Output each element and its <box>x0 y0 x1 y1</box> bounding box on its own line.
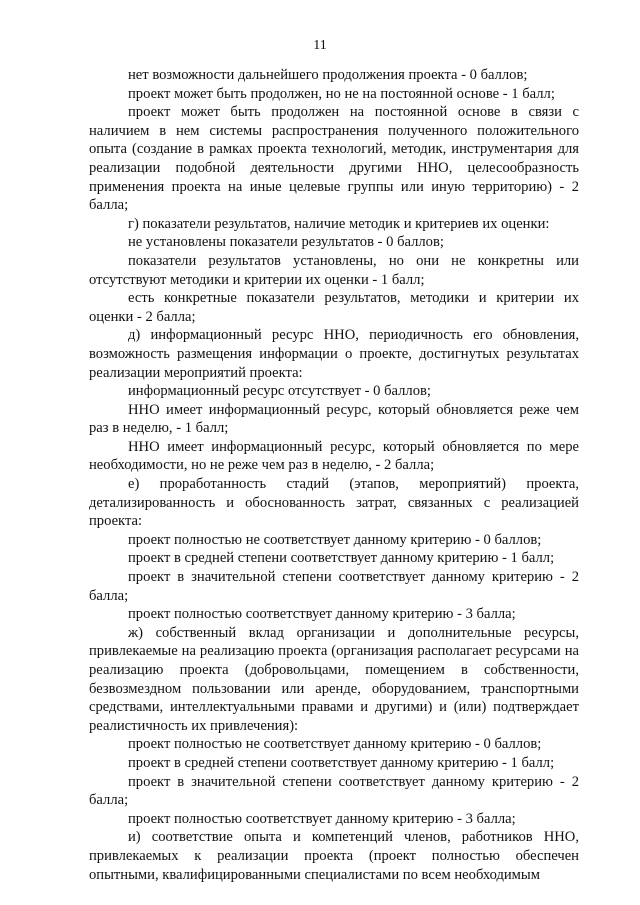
paragraph: проект может быть продолжен на постоянной основе в связи с наличием в нем системы распространения полученного положительного опыта (создание в рамках проекта технологий, методик, инструментария для реализации подобной деятельности другими ННО, целесообразность применения проекта на иные целевые группы или иную территорию) - 2 балла; <box>89 104 579 214</box>
paragraph: проект в значительной степени соответствует данному критерию - 2 балла; <box>89 569 579 604</box>
paragraph: проект может быть продолжен, но не на постоянной основе - 1 балл; <box>128 85 555 102</box>
paragraph: проект полностью соответствует данному критерию - 3 балла; <box>128 810 516 827</box>
paragraph: есть конкретные показатели результатов, методики и критерии их оценки - 2 балла; <box>89 290 579 325</box>
paragraph: проект в средней степени соответствует данному критерию - 1 балл; <box>128 754 555 771</box>
document-body <box>89 66 579 884</box>
page-number: 11 <box>313 38 327 53</box>
paragraph: нет возможности дальнейшего продолжения проекта - 0 баллов; <box>128 67 528 83</box>
paragraph: показатели результатов установлены, но они не конкретны или отсутствуют методики и критерии их оценки - 1 балл; <box>89 252 579 288</box>
paragraph: ж) собственный вклад организации и дополнительные ресурсы, привлекаемые на реализацию проекта (организация располагает ресурсами на реализацию проекта (добровольцами, помещением в собственности, безвозмездном пользовании или аренде, оборудованием, транспортными средствами, интеллектуальными правами и другими) и (или) подтверждает реалистичность их привлечения): <box>89 624 579 734</box>
paragraph: проект полностью не соответствует данному критерию - 0 баллов; <box>128 531 542 548</box>
paragraph: ННО имеет информационный ресурс, который обновляется реже чем раз в неделю, - 1 балл; <box>89 401 579 437</box>
paragraph: проект полностью соответствует данному критерию - 3 балла; <box>128 606 516 623</box>
paragraph: и) соответствие опыта и компетенций членов, работников ННО, привлекаемых к реализации проекта (проект полностью обеспечен опытными, квалифицированными специалистами по всем необходимым <box>89 829 579 883</box>
paragraph: ННО имеет информационный ресурс, который обновляется по мере необходимости, но не реже чем раз в неделю, - 2 балла; <box>89 438 579 474</box>
paragraph: д) информационный ресурс ННО, периодичность его обновления, возможность размещения информации о проекте, достигнутых результатах реализации мероприятий проекта: <box>89 327 579 381</box>
paragraph: информационный ресурс отсутствует - 0 баллов; <box>128 383 431 400</box>
paragraph: е) проработанность стадий (этапов, мероприятий) проекта, детализированность и обоснованность затрат, связанных с реализацией проекта: <box>89 476 579 530</box>
paragraph: не установлены показатели результатов - 0 баллов; <box>128 234 444 251</box>
paragraph: проект в средней степени соответствует данному критерию - 1 балл; <box>128 550 555 567</box>
paragraph: проект в значительной степени соответствует данному критерию - 2 балла; <box>89 773 579 809</box>
paragraph: проект полностью не соответствует данному критерию - 0 баллов; <box>128 736 542 753</box>
paragraph: г) показатели результатов, наличие методик и критериев их оценки: <box>128 215 550 232</box>
